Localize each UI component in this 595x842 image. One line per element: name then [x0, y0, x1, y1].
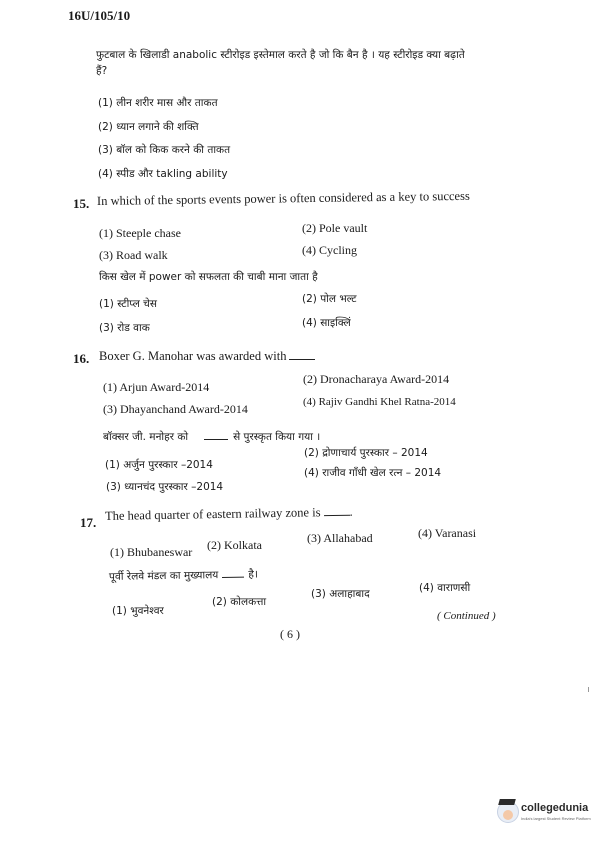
q15-option-hindi-4: (4) साइक्लिं [302, 317, 351, 329]
q14-option-4: (4) स्पीड और takling ability [98, 168, 228, 180]
q14-stem-hindi-line2: हैं? [96, 65, 108, 77]
watermark-brand: collegedunia [521, 802, 589, 814]
q17-option-4: (4) Varanasi [418, 526, 477, 540]
q16-option-hindi-1: (1) अर्जुन पुरस्कार –2014 [105, 459, 213, 471]
q15-stem: In which of the sports events power is often considered as a key to success [96, 188, 470, 208]
q16-stem-hindi [103, 430, 320, 444]
q15-option-hindi-2: (2) पोल भल्ट [302, 293, 357, 305]
q16-option-hindi-4: (4) राजीव गाँधी खेल रत्न – 2014 [304, 467, 442, 479]
q16-stem-text: Boxer G. Manohar was awarded with [99, 349, 287, 363]
q17-stem-hindi [109, 567, 258, 584]
q16-stem [99, 348, 315, 364]
q15-stem-hindi: किस खेल में power को सफलता की चाबी माना जाता है [99, 271, 318, 283]
q16-option-hindi-3: (3) ध्यानचंद पुरस्कार –2014 [106, 481, 224, 493]
q17-option-hindi-2: (2) कोलकत्ता [212, 596, 267, 608]
q17-hindi-blank [222, 576, 244, 578]
q17-answer-blank [324, 514, 350, 516]
q16-stem-hindi-b: से पुरस्कृत किया गया । [233, 431, 321, 443]
q17-stem-hindi-a: पूर्वी रेलवे मंडल का मुख्यालय [108, 569, 219, 583]
q14-stem-hindi-line1: फुटबाल के खिलाडी anabolic स्टीरोइड इस्तेमाल करते है जो कि बैन है । यह स्टीरोइड क्या बढ़ाते [96, 49, 465, 61]
q17-option-hindi-3: (3) अलाहाबाद [311, 588, 370, 600]
q17-option-1: (1) Bhubaneswar [110, 545, 193, 559]
q17-option-3: (3) Allahabad [307, 531, 373, 545]
q15-number: 15. [73, 196, 90, 211]
q14-option-3: (3) बॉल को किक करने की ताकत [98, 144, 231, 156]
scan-speck [588, 687, 589, 692]
q17-option-2: (2) Kolkata [207, 538, 262, 552]
graduation-cap-icon [498, 799, 516, 805]
q17-stem [105, 504, 353, 524]
watermark-tagline: India's largest Student Review Platform [521, 816, 591, 821]
q16-option-2: (2) Dronacharaya Award-2014 [303, 372, 450, 386]
q16-stem-hindi-a: बॉक्सर जी. मनोहर को [103, 431, 189, 443]
paper-code: 16U/105/10 [68, 8, 131, 23]
q16-option-4: (4) Rajiv Gandhi Khel Ratna-2014 [303, 396, 456, 408]
page-number: ( 6 ) [280, 627, 300, 641]
q17-stem-hindi-b: है। [248, 568, 259, 581]
q15-option-3: (3) Road walk [99, 248, 168, 262]
collegedunia-watermark [497, 799, 589, 827]
q16-hindi-blank [204, 438, 228, 440]
q16-option-3: (3) Dhayanchand Award-2014 [103, 402, 248, 416]
q15-option-hindi-3: (3) रोड वाक [99, 322, 150, 334]
continued-note: ( Continued ) [437, 610, 496, 622]
q14-option-1: (1) लीन शरीर मास और ताकत [98, 97, 218, 109]
q15-option-hindi-1: (1) स्टीप्ल चेस [99, 298, 157, 310]
q16-answer-blank [289, 358, 315, 360]
q17-option-hindi-1: (1) भुवनेश्वर [112, 605, 164, 617]
q16-number: 16. [73, 351, 90, 366]
q16-option-hindi-2: (2) द्रोणाचार्य पुरस्कार – 2014 [304, 447, 428, 459]
q17-stem-end: . [349, 504, 353, 519]
q17-number: 17. [80, 515, 97, 530]
q17-option-hindi-4: (4) वाराणसी [419, 582, 471, 594]
mascot-face-icon [503, 810, 513, 820]
q15-option-2: (2) Pole vault [302, 221, 368, 235]
q15-option-4: (4) Cycling [302, 243, 357, 257]
q15-option-1: (1) Steeple chase [99, 226, 181, 240]
q17-stem-text: The head quarter of eastern railway zone is [104, 505, 321, 523]
q16-option-1: (1) Arjun Award-2014 [103, 380, 210, 394]
q14-option-2: (2) ध्यान लगाने की शक्ति [98, 121, 199, 133]
